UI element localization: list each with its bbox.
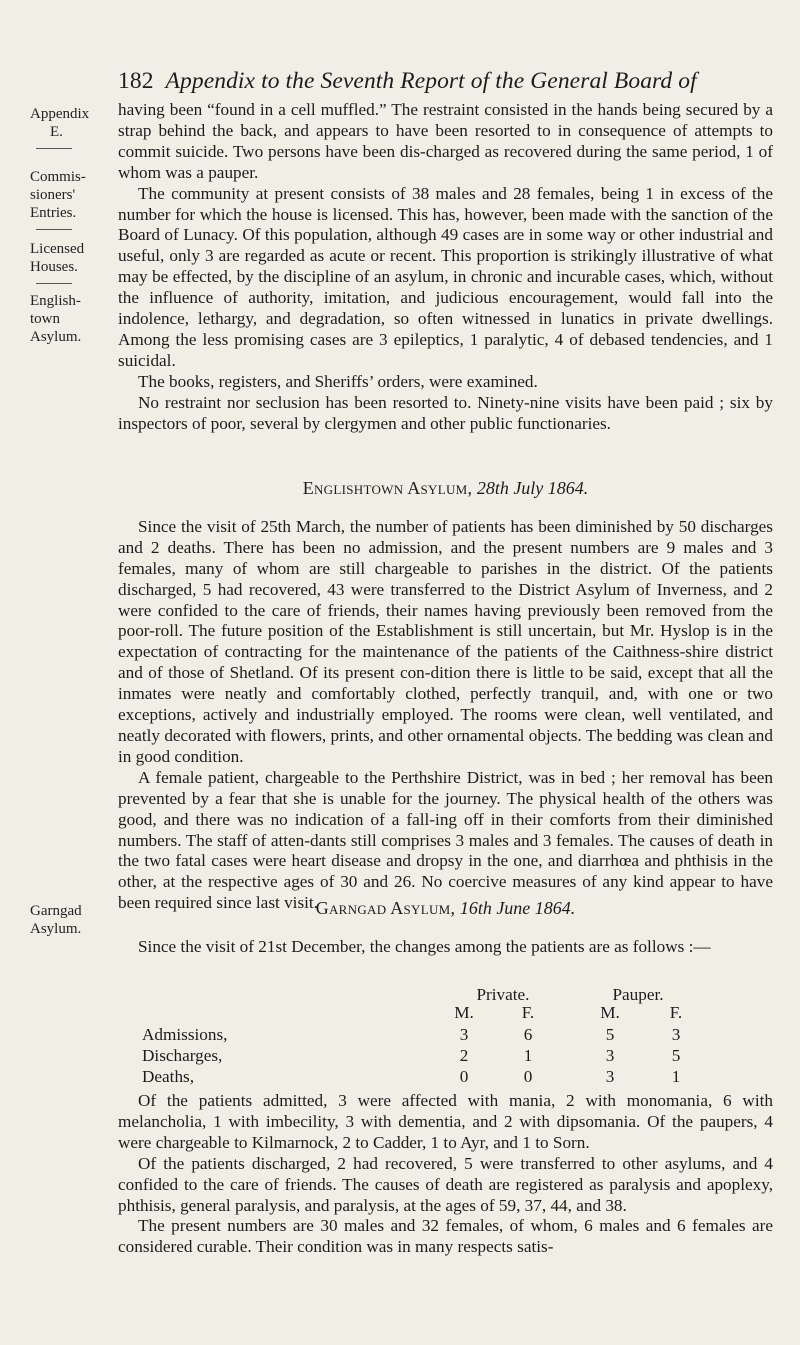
margin-note-garngad: [30, 902, 114, 938]
heading-name: Garngad Asylum,: [315, 898, 456, 918]
garngad-section-body: [118, 1091, 773, 1258]
section-heading: [118, 898, 773, 919]
paragraph: Since the visit of 21st December, the changes among the patients are as follows :—: [138, 936, 711, 956]
heading-name: Englishtown Asylum,: [302, 478, 473, 498]
heading-date: 28th July 1864.: [476, 478, 589, 498]
paragraph: A female patient, chargeable to the Perthshire District, was in bed ; her removal has been prevented by a fear that she is unable for the journey. The physical health of the others was good, and there was no indication of a fall-ing off in their comforts from their diminished numbers. The staff of atten-dants still comprises 3 males and 3 females. The causes of death in the two fatal cases were heart disease and dropsy in the one, and diarrhœa and phthisis in the other, at the respective ages of 30 and 26. No coercive measures of any kind appear to have been required since last visit.: [118, 767, 773, 913]
margin-note-appendix: [30, 105, 114, 158]
table-cell: 1: [523, 1046, 533, 1065]
table-header: [118, 985, 773, 1025]
row-label: Deaths,: [142, 1067, 195, 1086]
table-cell: 3: [459, 1025, 469, 1044]
table-cell: 3: [605, 1067, 615, 1086]
table-cell: 1: [671, 1067, 681, 1086]
margin-note-line: Houses.: [30, 259, 78, 275]
margin-note-line: Appendix: [30, 106, 90, 122]
licensed-house-section: [118, 100, 773, 435]
margin-note-commissioners: [30, 168, 114, 239]
changes-table: [118, 985, 773, 1088]
englishtown-section: [118, 478, 773, 914]
paragraph: having been “found in a cell muffled.” The restraint consisted in the hands being secured by a strap behind the back, and appears to have been resorted to in consequence of attempts to commit suicide. Two persons have been dis-charged as recovered during the same period, 1 of whom was a pauper.: [118, 100, 773, 182]
column-header: M.: [600, 1003, 620, 1022]
paragraph: The present numbers are 30 males and 32 females, of whom, 6 males and 6 females are considered curable. Their condition was in many respects satis-: [118, 1216, 773, 1257]
row-label: Admissions,: [142, 1025, 228, 1044]
paragraph: Since the visit of 25th March, the number of patients has been diminished by 50 discharges and 2 deaths. There has been no admission, and the present numbers are 9 males and 3 females, many of whom are still chargeable to parishes in the district. Of the patients discharged, 5 had recovered, 43 were transferred to the District Asylum of Inverness, and 2 were confided to the care of friends, their names having previously been removed from the poor-roll. The future position of the Establishment is still uncertain, but Mr. Hyslop is in the expectation of contracting for the maintenance of the patients of the Caithness-shire district and of those of Shetland. Of its present con-dition there is little to be said, except that all the inmates were neatly and comfortably clothed, perfectly tranquil, and, with one or two exceptions, actively and industrially employed. The rooms were clean, well ventilated, and neatly decorated with flowers, prints, and other ornamental objects. The bedding was clean and in good condition.: [118, 516, 773, 766]
margin-note-line: town: [30, 311, 60, 327]
section-heading: [118, 478, 773, 499]
paragraph: The books, registers, and Sheriffs’ orders, were examined.: [138, 371, 538, 391]
column-header: M.: [454, 1003, 474, 1022]
paragraph: Of the patients admitted, 3 were affected with mania, 2 with monomania, 6 with melancholia, 1 with imbecility, 3 with dementia, and 2 with dipsomania. Of the paupers, 4 were chargeable to Kilmarnock, 2 to Cadder, 1 to Ayr, and 1 to Sorn.: [118, 1091, 773, 1152]
table-cell: 5: [605, 1025, 615, 1044]
paragraph: No restraint nor seclusion has been resorted to. Ninety-nine visits have been paid ; six by inspectors of poor, several by clergymen and other public functionaries.: [118, 392, 773, 433]
margin-divider: [36, 148, 72, 149]
column-group-header: Private.: [476, 985, 530, 1004]
margin-note-line: Entries.: [30, 205, 77, 221]
running-title: Appendix to the Seventh Report of the General Board of: [165, 68, 697, 94]
margin-note-line: sioners': [30, 187, 76, 203]
table-row: [118, 1067, 773, 1088]
margin-note-licensed-houses: [30, 240, 114, 293]
margin-note-line: Garngad: [30, 903, 82, 919]
table-cell: 3: [671, 1025, 681, 1044]
margin-note-englishtown: [30, 292, 114, 346]
paragraph: The community at present consists of 38 males and 28 females, being 1 in excess of the number for which the house is licensed. This has, however, been made with the sanction of the Board of Lunacy. Of this population, although 49 cases are in some way or other industrial and useful, only 3 are regarded as acute or recent. This proportion is strikingly illustrative of what may be effected, by the discipline of an asylum, in chronic and incurable cases, which, without the influence of authority, imitation, and judicious encouragement, would fall into the indolence, lethargy, and degradation, so often witnessed in lunatics in private dwellings. Among the less promising cases are 3 epileptics, 1 paralytic, 4 of debased tendencies, and 1 suicidal.: [118, 183, 773, 370]
column-header: F.: [669, 1003, 683, 1022]
column-header: F.: [521, 1003, 535, 1022]
paragraph: Of the patients discharged, 2 had recovered, 5 were transferred to other asylums, and 4 confided to the care of friends. The causes of death are registered as paralysis and apoplexy, phthisis, general paralysis, and paralysis, at the ages of 59, 37, 44, and 38.: [118, 1153, 773, 1215]
table-cell: 6: [523, 1025, 533, 1044]
table-cell: 3: [605, 1046, 615, 1065]
margin-divider: [36, 283, 72, 284]
table-cell: 5: [671, 1046, 681, 1065]
margin-note-line: Asylum.: [30, 329, 82, 345]
margin-divider: [36, 229, 72, 230]
table-cell: 2: [459, 1046, 469, 1065]
table-cell: 0: [459, 1067, 469, 1086]
table-cell: 0: [523, 1067, 533, 1086]
heading-date: 16th June 1864.: [459, 898, 576, 918]
margin-note-line: English-: [30, 293, 81, 309]
table-row: [118, 1046, 773, 1067]
running-header: [118, 68, 758, 95]
page-number: 182: [118, 68, 154, 94]
garngad-section-head: [118, 898, 773, 958]
margin-note-line: Licensed: [30, 241, 85, 257]
row-label: Discharges,: [142, 1046, 223, 1065]
column-group-header: Pauper.: [612, 985, 664, 1004]
margin-note-line: Asylum.: [30, 921, 82, 937]
margin-note-line: Commis-: [30, 169, 86, 185]
table-row: [118, 1025, 773, 1046]
margin-note-line: E.: [50, 124, 63, 140]
